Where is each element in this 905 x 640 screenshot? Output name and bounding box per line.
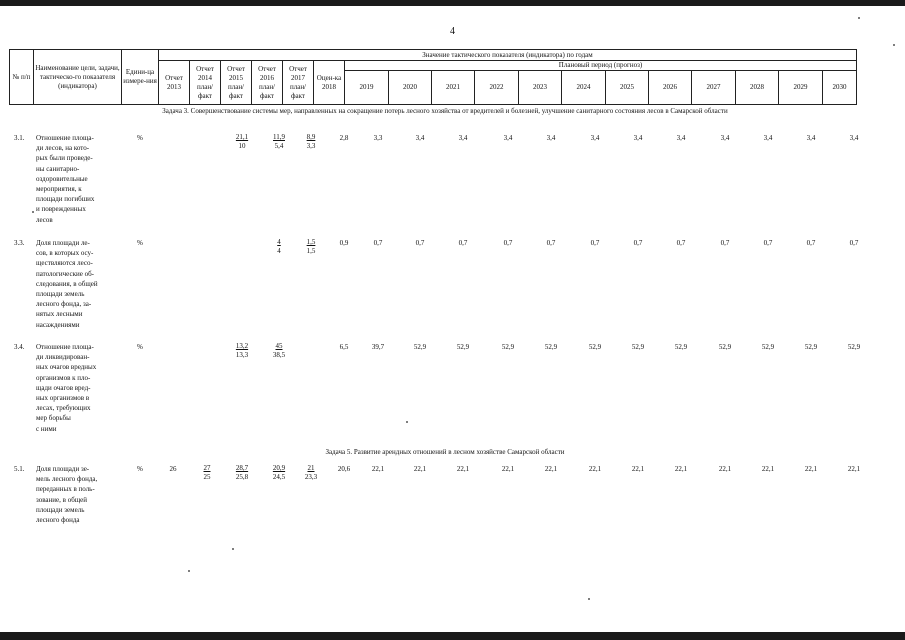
value-year-2022: 22,1	[501, 465, 515, 473]
value-year-2030: 22,1	[847, 465, 861, 473]
value-year-2027: 3,4	[720, 134, 730, 142]
indicator-name	[36, 133, 94, 225]
header-year: 2029	[779, 71, 823, 105]
fact-value: 25,8	[235, 473, 249, 481]
page-number: 4	[450, 26, 455, 37]
value-year-2024: 22,1	[588, 465, 602, 473]
indicator-name-line: площади земель	[36, 505, 85, 514]
indicator-name-line: патологические об-	[36, 269, 94, 278]
header-2014: Отчет 2014 план/ факт	[190, 61, 221, 105]
indicator-name-line: Отношение площа-	[36, 343, 94, 351]
indicator-name	[36, 464, 97, 525]
plan-value: 8,9	[306, 133, 316, 141]
row-number: 3.3.	[14, 239, 25, 247]
value-2015	[229, 464, 255, 482]
value-year-2020: 3,4	[415, 134, 425, 142]
plan-value: 11,9	[273, 133, 285, 141]
header-year: 2023	[519, 71, 562, 105]
header-2015: Отчет 2015 план/ факт	[221, 61, 252, 105]
indicator-name-line: лесного фонда	[36, 516, 80, 525]
indicator-name-line: ществляются лесо-	[36, 259, 93, 268]
value-2014	[194, 464, 220, 482]
bottom-border	[0, 632, 905, 640]
value-year-2026: 22,1	[674, 465, 688, 473]
header-year: 2030	[823, 71, 857, 105]
unit-cell: %	[137, 134, 143, 142]
indicator-name-line: следования, в общей	[36, 279, 98, 288]
indicator-name-line: мер борьбы	[36, 414, 71, 423]
value-year-2023: 22,1	[544, 465, 558, 473]
value-year-2030: 0,7	[849, 239, 859, 247]
indicator-name-line: организмов к пло-	[36, 373, 91, 382]
indicator-name-line: мероприятия, к	[36, 185, 82, 194]
indicator-name-line: Доля площади ле-	[36, 239, 90, 247]
indicator-name-line: насаждениями	[36, 320, 80, 329]
value-2015	[229, 342, 255, 360]
indicator-name	[36, 238, 98, 330]
header-values-title: Значение тактического показателя (индикатора) по годам	[159, 50, 857, 61]
header-year: 2022	[475, 71, 519, 105]
header-year: 2025	[606, 71, 649, 105]
value-year-2021: 52,9	[456, 343, 470, 351]
indicator-name-line: ди лесов, на кото-	[36, 144, 90, 153]
indicator-name-line: оздоровительные	[36, 174, 88, 183]
value-2018: 6,5	[339, 343, 349, 351]
task-3-heading: Задача 3. Совершенствование системы мер, направленных на сокращение потерь лесного хозяйства от вредителей и болезней, улучшение санитарного состояния лесов в Самарской области	[162, 107, 728, 115]
plan-value: 28,7	[235, 464, 249, 472]
value-year-2029: 22,1	[804, 465, 818, 473]
header-year: 2028	[736, 71, 779, 105]
header-year: 2021	[432, 71, 475, 105]
value-year-2024: 3,4	[590, 134, 600, 142]
value-year-2023: 52,9	[544, 343, 558, 351]
header-2016: Отчет 2016 план/ факт	[252, 61, 283, 105]
unit-cell: %	[137, 465, 143, 473]
scan-speck	[188, 570, 190, 572]
fact-value: 24,5	[272, 473, 286, 481]
value-year-2028: 22,1	[761, 465, 775, 473]
fact-value: 3,3	[306, 142, 316, 150]
header-2013: Отчет 2013	[159, 61, 190, 105]
fact-value: 4	[277, 247, 281, 255]
plan-value: 21,1	[235, 133, 249, 141]
indicator-name-line: зование, в общей	[36, 495, 88, 504]
plan-value: 21	[307, 464, 315, 472]
scan-speck	[406, 421, 408, 423]
value-2016	[266, 464, 292, 482]
value-year-2030: 52,9	[847, 343, 861, 351]
indicator-name-line: щади очагов вред-	[36, 383, 91, 392]
scan-speck	[232, 548, 234, 550]
indicator-name-line: сов, в которых осу-	[36, 249, 94, 258]
value-year-2029: 0,7	[806, 239, 816, 247]
value-2018: 0,9	[339, 239, 349, 247]
row-number: 3.1.	[14, 134, 25, 142]
value-year-2024: 0,7	[590, 239, 600, 247]
value-year-2027: 52,9	[718, 343, 732, 351]
value-year-2026: 3,4	[676, 134, 686, 142]
top-border	[0, 0, 905, 6]
fact-value: 5,4	[274, 142, 284, 150]
plan-value: 1,5	[306, 238, 316, 246]
value-year-2019: 0,7	[373, 239, 383, 247]
header-year: 2027	[692, 71, 736, 105]
indicator-name-line: мель лесного фонда,	[36, 475, 98, 484]
fact-value: 25	[203, 473, 211, 481]
indicator-name-line: Доля площади зе-	[36, 465, 90, 473]
indicator-name-line: переданных в поль-	[36, 485, 95, 494]
plan-value: 20,9	[272, 464, 286, 472]
row-number: 5.1.	[14, 465, 25, 473]
value-year-2023: 3,4	[546, 134, 556, 142]
header-year: 2026	[649, 71, 692, 105]
value-year-2027: 22,1	[718, 465, 732, 473]
value-2016	[266, 238, 292, 256]
value-2013: 26	[169, 465, 177, 473]
value-year-2020: 22,1	[413, 465, 427, 473]
value-year-2021: 22,1	[456, 465, 470, 473]
value-2017	[298, 133, 324, 151]
value-year-2030: 3,4	[849, 134, 859, 142]
value-year-2027: 0,7	[720, 239, 730, 247]
value-year-2022: 3,4	[503, 134, 513, 142]
header-unit: Едини-ца измере-ния	[122, 50, 159, 105]
value-year-2020: 0,7	[415, 239, 425, 247]
header-year: 2020	[389, 71, 432, 105]
indicator-name-line: с ними	[36, 424, 57, 433]
fact-value: 1,5	[306, 247, 316, 255]
plan-value: 13,2	[235, 342, 249, 350]
value-year-2029: 52,9	[804, 343, 818, 351]
plan-value: 4	[277, 238, 281, 246]
value-year-2019: 22,1	[371, 465, 385, 473]
fact-value: 10	[238, 142, 246, 150]
value-2018: 2,8	[339, 134, 349, 142]
scan-speck	[32, 211, 34, 213]
indicator-name-line: рых были проведе-	[36, 154, 93, 163]
value-2015	[229, 133, 255, 151]
plan-value: 45	[275, 342, 283, 350]
scan-speck	[893, 44, 895, 46]
value-year-2021: 3,4	[458, 134, 468, 142]
row-number: 3.4.	[14, 343, 25, 351]
indicator-name-line: нятых лесными	[36, 310, 83, 319]
task-5-heading: Задача 5. Развитие арендных отношений в лесном хозяйстве Самарской области	[325, 448, 565, 456]
value-year-2028: 0,7	[763, 239, 773, 247]
header-name: Наименование цели, задачи, тактическо-го показателя (индикатора)	[34, 50, 122, 105]
value-year-2025: 3,4	[633, 134, 643, 142]
value-year-2019: 3,3	[373, 134, 383, 142]
table-header	[9, 49, 857, 105]
header-2018: Оцен-ка 2018	[314, 61, 345, 105]
value-year-2028: 52,9	[761, 343, 775, 351]
value-year-2029: 3,4	[806, 134, 816, 142]
indicator-name-line: лесного фонда, за-	[36, 300, 92, 309]
value-2017	[298, 464, 324, 482]
value-year-2025: 52,9	[631, 343, 645, 351]
indicator-name-line: ных очагов вредных	[36, 363, 97, 372]
value-year-2026: 52,9	[674, 343, 688, 351]
indicator-name-line: лесах, требующих	[36, 404, 91, 413]
indicator-name-line: Отношение площа-	[36, 134, 94, 142]
fact-value: 23,3	[304, 473, 318, 481]
value-year-2028: 3,4	[763, 134, 773, 142]
value-2016	[266, 133, 292, 151]
value-year-2021: 0,7	[458, 239, 468, 247]
indicator-name-line: ных организмов в	[36, 394, 90, 403]
indicator-name-line: ди ликвидирован-	[36, 353, 90, 362]
plan-value: 27	[203, 464, 211, 472]
value-year-2025: 0,7	[633, 239, 643, 247]
unit-cell: %	[137, 239, 143, 247]
indicator-name-line: площади погибших	[36, 195, 95, 204]
header-2017: Отчет 2017 план/ факт	[283, 61, 314, 105]
value-year-2026: 0,7	[676, 239, 686, 247]
scan-speck	[588, 598, 590, 600]
value-year-2023: 0,7	[546, 239, 556, 247]
value-year-2024: 52,9	[588, 343, 602, 351]
header-num: № п/п	[10, 50, 34, 105]
header-plan-title: Плановый период (прогноз)	[345, 61, 857, 71]
value-year-2022: 52,9	[501, 343, 515, 351]
value-2018: 20,6	[337, 465, 351, 473]
value-year-2022: 0,7	[503, 239, 513, 247]
scan-speck	[858, 17, 860, 19]
value-2017	[298, 238, 324, 256]
indicator-name-line: площади земель	[36, 290, 85, 299]
fact-value: 38,5	[272, 351, 286, 359]
indicator-name-line: ны санитарно-	[36, 164, 80, 173]
header-year: 2019	[345, 71, 389, 105]
value-year-2019: 39,7	[371, 343, 385, 351]
indicator-name-line: лесов	[36, 215, 53, 224]
value-year-2020: 52,9	[413, 343, 427, 351]
indicator-name	[36, 342, 96, 434]
fact-value: 13,3	[235, 351, 249, 359]
unit-cell: %	[137, 343, 143, 351]
header-year: 2024	[562, 71, 606, 105]
value-year-2025: 22,1	[631, 465, 645, 473]
value-2016	[266, 342, 292, 360]
indicator-name-line: и поврежденных	[36, 205, 86, 214]
